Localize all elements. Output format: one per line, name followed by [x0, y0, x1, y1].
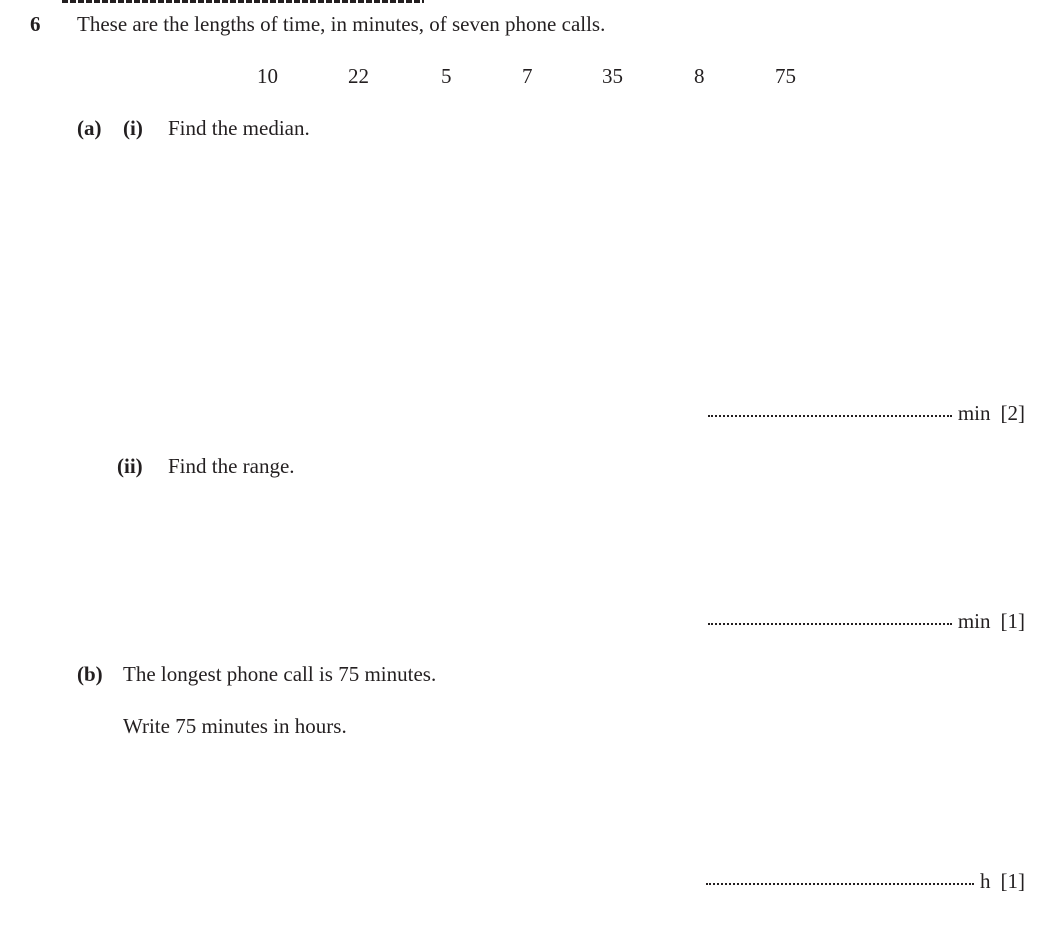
part-b-instruction: Write 75 minutes in hours. [123, 714, 347, 738]
part-a-ii-question: Find the range. [168, 454, 295, 478]
part-a-i-label: (i) [123, 116, 143, 140]
answer-unit: min [957, 609, 991, 633]
answer-dotted-line[interactable] [708, 415, 952, 417]
answer-dotted-line[interactable] [706, 883, 974, 885]
data-value: 22 [348, 64, 369, 88]
data-value: 8 [694, 64, 705, 88]
answer-line-hours[interactable] [706, 871, 1025, 892]
answer-unit: min [957, 401, 991, 425]
answer-unit: h [980, 869, 991, 893]
marks-label: [1] [1000, 609, 1025, 633]
marks-label: [2] [1000, 401, 1025, 425]
page-top-border [62, 0, 424, 3]
part-a-i-question: Find the median. [168, 116, 310, 140]
data-value: 75 [775, 64, 796, 88]
question-stem: These are the lengths of time, in minutes, of seven phone calls. [77, 12, 606, 36]
data-value: 5 [441, 64, 452, 88]
answer-dotted-line[interactable] [708, 623, 952, 625]
data-value: 35 [602, 64, 623, 88]
answer-line-range[interactable] [708, 611, 1025, 632]
part-b-label: (b) [77, 662, 103, 686]
data-value: 10 [257, 64, 278, 88]
data-value: 7 [522, 64, 533, 88]
part-b-statement: The longest phone call is 75 minutes. [123, 662, 437, 686]
part-a-label: (a) [77, 116, 102, 140]
answer-line-median[interactable] [708, 403, 1025, 424]
question-number: 6 [30, 12, 41, 36]
marks-label: [1] [1000, 869, 1025, 893]
part-a-ii-label: (ii) [117, 454, 143, 478]
